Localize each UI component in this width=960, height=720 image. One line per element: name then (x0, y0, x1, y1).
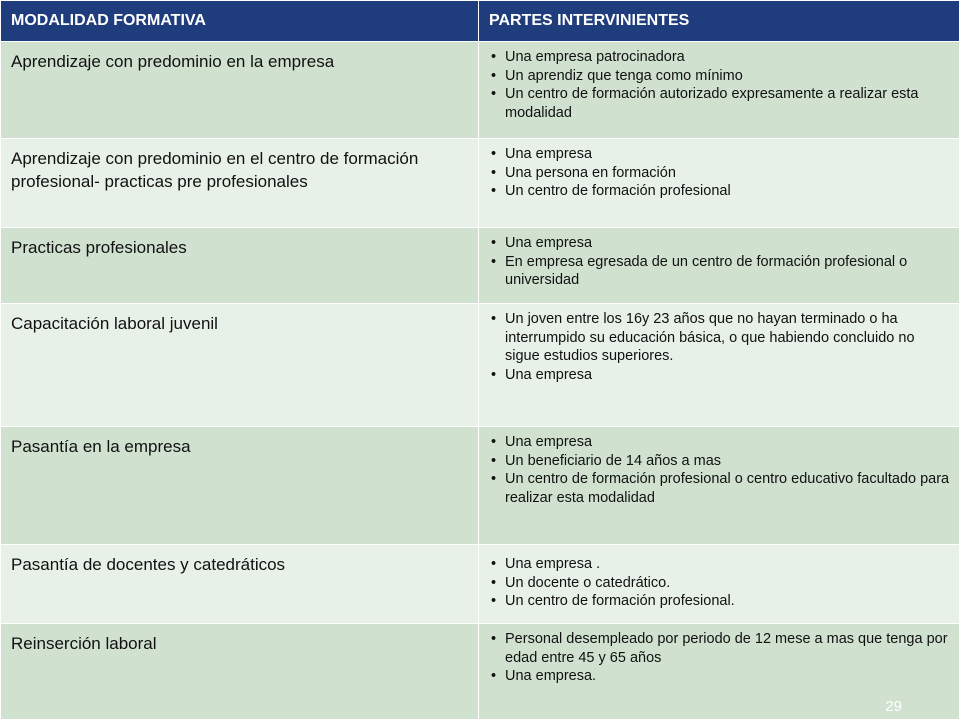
parte-item: • Un centro de formación profesional o centro educativo facultado para realizar esta modalidad (487, 470, 951, 507)
partes-cell (479, 228, 960, 304)
partes-list (487, 48, 951, 122)
parte-item: • Una persona en formación (487, 164, 951, 183)
partes-list (487, 310, 951, 384)
partes-list (487, 145, 951, 201)
partes-cell (479, 42, 960, 139)
partes-list (487, 630, 951, 686)
modalidad-cell: Aprendizaje con predominio en el centro de formación profesional- practicas pre profesionales (1, 139, 479, 228)
parte-item: • Una empresa (487, 433, 951, 452)
parte-item: • Un beneficiario de 14 años a mas (487, 452, 951, 471)
modalidad-cell: Pasantía en la empresa (1, 427, 479, 545)
parte-item: • Un aprendiz que tenga como mínimo (487, 67, 951, 86)
parte-item: • Un joven entre los 16y 23 años que no hayan terminado o ha interrumpido su educación básica, o que habiendo concluido no sigue estudios superiores. (487, 310, 951, 366)
parte-item: • Una empresa. (487, 667, 951, 686)
modalidad-cell: Aprendizaje con predominio en la empresa (1, 42, 479, 139)
modalidad-cell: Practicas profesionales (1, 228, 479, 304)
parte-item: • Un centro de formación autorizado expresamente a realizar esta modalidad (487, 85, 951, 122)
header-modalidad: MODALIDAD FORMATIVA (1, 1, 479, 42)
parte-item: • Una empresa (487, 145, 951, 164)
table-row (1, 427, 960, 545)
partes-list (487, 433, 951, 507)
parte-item: • Una empresa patrocinadora (487, 48, 951, 67)
partes-cell (479, 304, 960, 427)
parte-item: • Una empresa . (487, 555, 951, 574)
partes-cell (479, 139, 960, 228)
parte-item: • Una empresa (487, 366, 951, 385)
parte-item: • Un docente o catedrático. (487, 574, 951, 593)
page-number: 29 (885, 698, 902, 715)
parte-item: • En empresa egresada de un centro de formación profesional o universidad (487, 253, 951, 290)
parte-item: • Un centro de formación profesional (487, 182, 951, 201)
modalidad-cell: Pasantía de docentes y catedráticos (1, 545, 479, 624)
modalidad-cell: Capacitación laboral juvenil (1, 304, 479, 427)
table-row (1, 545, 960, 624)
parte-item: • Un centro de formación profesional. (487, 592, 951, 611)
table-row (1, 624, 960, 720)
table-row (1, 42, 960, 139)
header-partes: PARTES INTERVINIENTES (479, 1, 960, 42)
parte-item: • Personal desempleado por periodo de 12 mese a mas que tenga por edad entre 45 y 65 años (487, 630, 951, 667)
partes-cell (479, 427, 960, 545)
parte-item: • Una empresa (487, 234, 951, 253)
modalidad-cell: Reinserción laboral (1, 624, 479, 720)
table-row (1, 139, 960, 228)
table-row (1, 304, 960, 427)
partes-list (487, 234, 951, 290)
partes-cell (479, 545, 960, 624)
table-header-row (1, 1, 960, 42)
partes-list (487, 555, 951, 611)
table-row (1, 228, 960, 304)
